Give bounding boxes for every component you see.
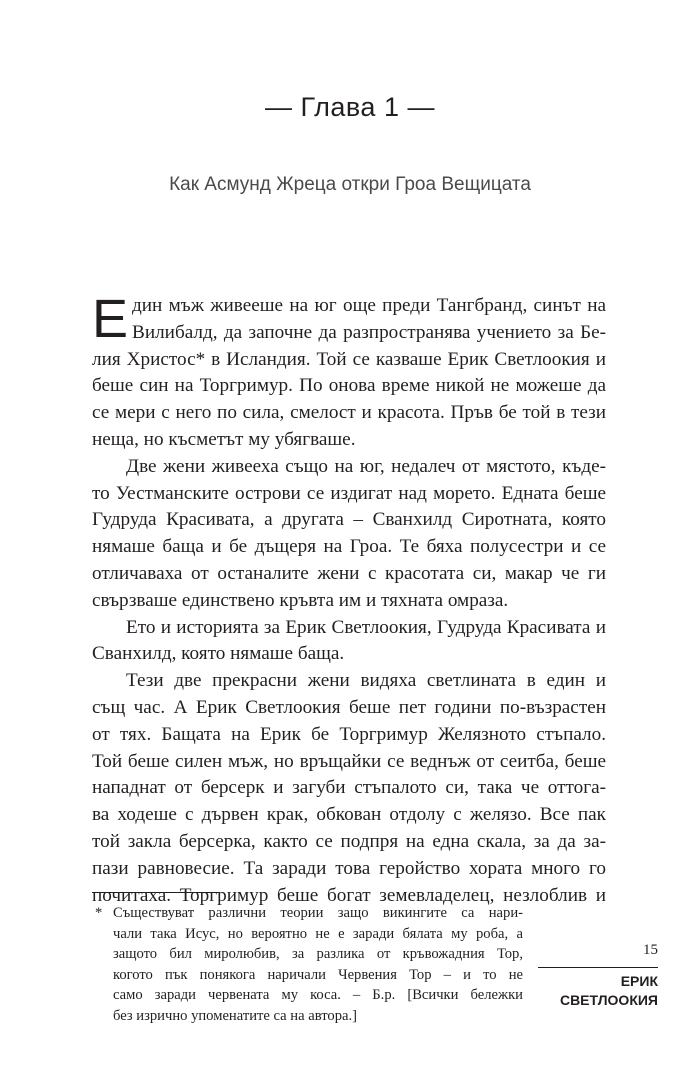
chapter-subtitle: Как Асмунд Жреца откри Гроа Вещицата — [169, 174, 531, 195]
text-line: Вилибалд, да започне да разпространява учението за Бе- — [132, 321, 606, 343]
paragraph-2 — [92, 454, 606, 615]
text-line: лия Христос* в Исландия. Той се казваше Ерик Светлоокия и — [92, 348, 606, 370]
footnote-line: без изрично упоменатите са на автора.] — [113, 1007, 358, 1024]
running-title-line: ЕРИК — [620, 973, 658, 989]
footnote-rule — [92, 892, 218, 893]
chapter-title: — Глава 1 — — [265, 92, 435, 122]
text-line: Сванхилд, която нямаше баща. — [92, 643, 345, 665]
text-line: беше син на Торгримур. По онова време никой не можеше да — [92, 375, 606, 397]
paragraph-4 — [92, 668, 606, 909]
paragraph-1 — [92, 289, 606, 454]
running-title-line: СВЕТЛООКИЯ — [559, 992, 658, 1008]
text-line: отличаваха от останалите жени с красотата си, макар че ги — [92, 562, 606, 584]
text-line: Две жени живееха също на юг, недалеч от мястото, къде- — [126, 455, 606, 477]
footnote-line: само заради червената му коса. – Б.р. [Всички бележки — [113, 987, 523, 1004]
text-line: същ час. А Ерик Светлоокия беше пет години по-възрастен — [92, 696, 606, 718]
footnote-line: когото пък понякога наричали Червения Тор – и то не — [113, 966, 523, 983]
running-title — [520, 972, 658, 1010]
text-line: то Уестманските острови се издигат над морето. Едната беше — [92, 482, 606, 504]
text-line: ва ходеше с дървен крак, обкован отдолу с желязо. Все пак — [92, 804, 606, 826]
text-line: неща, но късметът му убягваше. — [92, 428, 356, 450]
paragraph-3 — [92, 615, 606, 669]
text-line: почитаха. Торгримур беше богат земевладелец, незлоблив и — [92, 884, 606, 906]
text-line: се мери с него по сила, смелост и красота. Пръв бе той в тези — [92, 402, 606, 424]
text-line: нямаше баща и бе дъщеря на Гроа. Те бяха полусестри и се — [92, 536, 606, 558]
text-line: Той беше силен мъж, но връщайки се веднъж от сеитба, беше — [92, 750, 606, 772]
text-line: пази равновесие. Та заради това геройство хората много го — [92, 857, 606, 879]
footnote-mark: * — [95, 905, 103, 921]
footnote-line: Съществуват различни теории защо викингите са нари- — [113, 905, 523, 921]
page-number: 15 — [643, 942, 658, 958]
text-line: той закла берсерка, както се подпря на една скала, за да за- — [92, 830, 606, 852]
text-line: от тях. Бащата на Ерик бе Торгримур Желязното стъпало. — [92, 723, 606, 745]
footnote-line: защото бил миролюбив, за разлика от кръвожадния Тор, — [113, 946, 523, 963]
text-line: Един мъж живееше на юг още преди Тангбранд, синът на — [92, 289, 606, 349]
text-line: Гудруда Красивата, а другата – Сванхилд Сиротната, която — [92, 509, 606, 531]
text-line: Тези две прекрасни жени видяха светлината в един и — [126, 670, 606, 692]
body-text — [92, 289, 606, 909]
footnote-line: чали така Исус, но вероятно не е заради бялата му роба, а — [113, 925, 523, 942]
text-line: Ето и историята за Ерик Светлоокия, Гудруда Красивата и — [126, 616, 606, 638]
text-line: свързваше единствено кръвта им и тяхната омраза. — [92, 589, 509, 611]
text-line: нападнат от берсерк и загуби стъпалото си, така че оттога- — [92, 777, 606, 799]
footnote — [95, 903, 523, 1027]
running-title-rule — [538, 967, 658, 968]
